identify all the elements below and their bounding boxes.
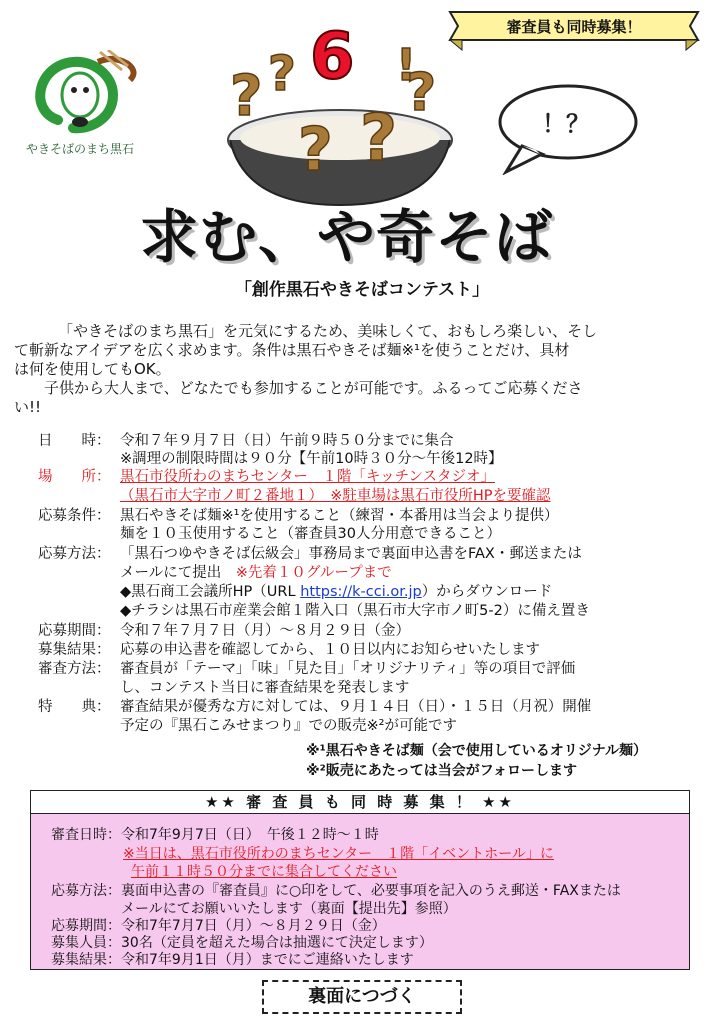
detail-label: 特 典： bbox=[38, 699, 111, 715]
detail-value: 黒石市役所わのまちセンター １階「キッチンスタジオ」 bbox=[120, 469, 495, 485]
detail-value: メールにて提出 bbox=[120, 565, 222, 581]
detail-place bbox=[38, 468, 495, 486]
detail-place-address: （黒石市大字市ノ町２番地１） ※駐車場は黒石市役所HPを要確認 bbox=[120, 488, 551, 504]
detail-value: 審査結果が優秀な方に対しては、９月１４日（日）・１５日（月祝）開催 bbox=[120, 699, 592, 715]
svg-text:?: ? bbox=[406, 63, 437, 123]
detail-label: 場 所： bbox=[38, 469, 111, 485]
detail-value: 令和７年７月７日（月）〜８月２９日（金） bbox=[120, 623, 410, 639]
bubble-text: ！？ bbox=[542, 110, 590, 138]
judges-result bbox=[51, 952, 414, 969]
continue-on-back: 裏面につづく bbox=[262, 980, 462, 1014]
intro-line: て斬新なアイデアを広く求めます。条件は黒石やきそば麺※¹を使うことだけ、具材 bbox=[14, 341, 570, 359]
judges-label: 募集結果： bbox=[51, 952, 121, 968]
judges-label: 審査日時： bbox=[51, 827, 121, 843]
detail-date bbox=[38, 432, 454, 450]
detail-condition bbox=[38, 507, 558, 525]
detail-value: 審査員が「テーマ」「味」「見た目」「オリジナリティ」等の項目で評価 bbox=[120, 661, 576, 677]
judges-value: 令和7年9月7日（日） 午後１２時〜１時 bbox=[121, 827, 379, 843]
svg-text:?: ? bbox=[268, 46, 296, 102]
judges-period bbox=[51, 918, 386, 935]
detail-label: 応募期間： bbox=[38, 623, 111, 639]
detail-condition-2: 麺を１０玉使用すること（審査員30人分用意できること） bbox=[120, 526, 501, 542]
judges-header: ★★ 審 査 員 も 同 時 募 集 ！ ★★ bbox=[31, 791, 689, 814]
hero-number: 6 bbox=[310, 20, 355, 94]
judges-label: 応募方法： bbox=[51, 883, 121, 899]
svg-text:!: ! bbox=[396, 40, 417, 91]
judges-value: 裏面申込書の『審査員』に○印をして、必要事項を記入のうえ郵送・FAXまたは bbox=[121, 883, 621, 899]
svg-text:?: ? bbox=[298, 115, 333, 185]
detail-label: 日 時： bbox=[38, 433, 111, 449]
intro-line: 子供から大人まで、どなたでも参加することが可能です。ふるってご応募くださ bbox=[44, 379, 583, 397]
detail-value: 応募の申込書を確認してから、１０日以内にお知らせいたします bbox=[120, 642, 541, 658]
judges-date bbox=[51, 827, 379, 844]
intro-line: は何を使用してもOK。 bbox=[14, 360, 171, 378]
judges-value: 30名（定員を超えた場合は抽選にて決定します） bbox=[121, 935, 433, 951]
top-banner bbox=[440, 10, 708, 56]
detail-value: 黒石やきそば麺※¹を使用すること（練習・本番用は当会より提供） bbox=[120, 508, 559, 524]
judges-method bbox=[51, 883, 621, 900]
detail-label: 募集結果： bbox=[38, 642, 111, 658]
website-link[interactable]: https://k-cci.or.jp bbox=[300, 584, 422, 600]
page-title: 求む、や奇そば bbox=[140, 203, 554, 271]
judges-value: 令和7年7月7日（月）〜８月２９日（金） bbox=[121, 918, 386, 934]
intro-line: い!! bbox=[14, 398, 42, 416]
logo-caption: やきそばのまち黒石 bbox=[26, 142, 135, 156]
judges-date-note-2: 午前１１時５０分までに集合してください bbox=[131, 864, 397, 880]
detail-value: 「黒石つゆやきそば伝級会」事務局まで裏面申込書をFAX・郵送または bbox=[120, 546, 582, 562]
first-come-note: ※先着１０グループまで bbox=[235, 565, 392, 581]
detail-method-3 bbox=[120, 583, 552, 601]
svg-text:?: ? bbox=[360, 102, 398, 176]
judges-label: 応募期間： bbox=[51, 918, 121, 934]
hero-illustration bbox=[210, 20, 470, 210]
detail-result bbox=[38, 641, 540, 659]
detail-judging bbox=[38, 660, 575, 678]
judges-recruit-box bbox=[30, 790, 690, 970]
detail-label: 審査方法： bbox=[38, 661, 111, 677]
detail-value: ◆黒石商工会議所HP（URL bbox=[120, 584, 301, 600]
detail-value: ）からダウンロード bbox=[421, 584, 553, 600]
judges-method-2: メールにてお願いいたします（裏面【提出先】参照） bbox=[121, 901, 457, 917]
footnote-1: ※¹黒石やきそば麺（会で使用しているオリジナル麺） bbox=[306, 743, 648, 759]
detail-label: 応募方法： bbox=[38, 546, 111, 562]
speech-bubble bbox=[492, 80, 642, 175]
judges-count bbox=[51, 935, 433, 952]
detail-value: 令和７年９月７日（日）午前９時５０分までに集合 bbox=[120, 433, 454, 449]
judges-value: 令和7年9月1日（月）までにご連絡いたします bbox=[121, 952, 414, 968]
logo-mascot-icon bbox=[18, 50, 168, 140]
detail-method-2 bbox=[120, 564, 392, 582]
logo bbox=[18, 50, 168, 160]
footnote-2: ※²販売にあたっては当会がフォローします bbox=[306, 763, 578, 779]
detail-judging-2: し、コンテスト当日に審査結果を発表します bbox=[120, 680, 410, 696]
detail-method bbox=[38, 545, 582, 563]
detail-date-note: ※調理の制限時間は９０分【午前10時３０分〜午後12時】 bbox=[120, 451, 503, 467]
intro-line: 「やきそばのまち黒石」を元気にするため、美味しくて、おもしろ楽しい、そし bbox=[58, 322, 598, 340]
judges-date-note-1: ※当日は、黒石市役所わのまちセンター １階「イベントホール」に bbox=[123, 846, 554, 862]
judges-label: 募集人員： bbox=[51, 935, 121, 951]
detail-method-4: ◆チラシは黒石市産業会館１階入口（黒石市大字市ノ町5-2）に備え置き bbox=[120, 603, 590, 619]
svg-text:?: ? bbox=[230, 64, 263, 129]
detail-bonus bbox=[38, 698, 591, 716]
banner-text: 審査員も同時募集！ bbox=[506, 18, 642, 36]
detail-bonus-2: 予定の『黒石こみせまつり』での販売※²が可能です bbox=[120, 718, 457, 734]
intro-paragraph bbox=[14, 322, 714, 417]
subtitle: 「創作黒石やきそばコンテスト」 bbox=[234, 280, 490, 300]
detail-label: 応募条件： bbox=[38, 508, 111, 524]
detail-period bbox=[38, 622, 410, 640]
